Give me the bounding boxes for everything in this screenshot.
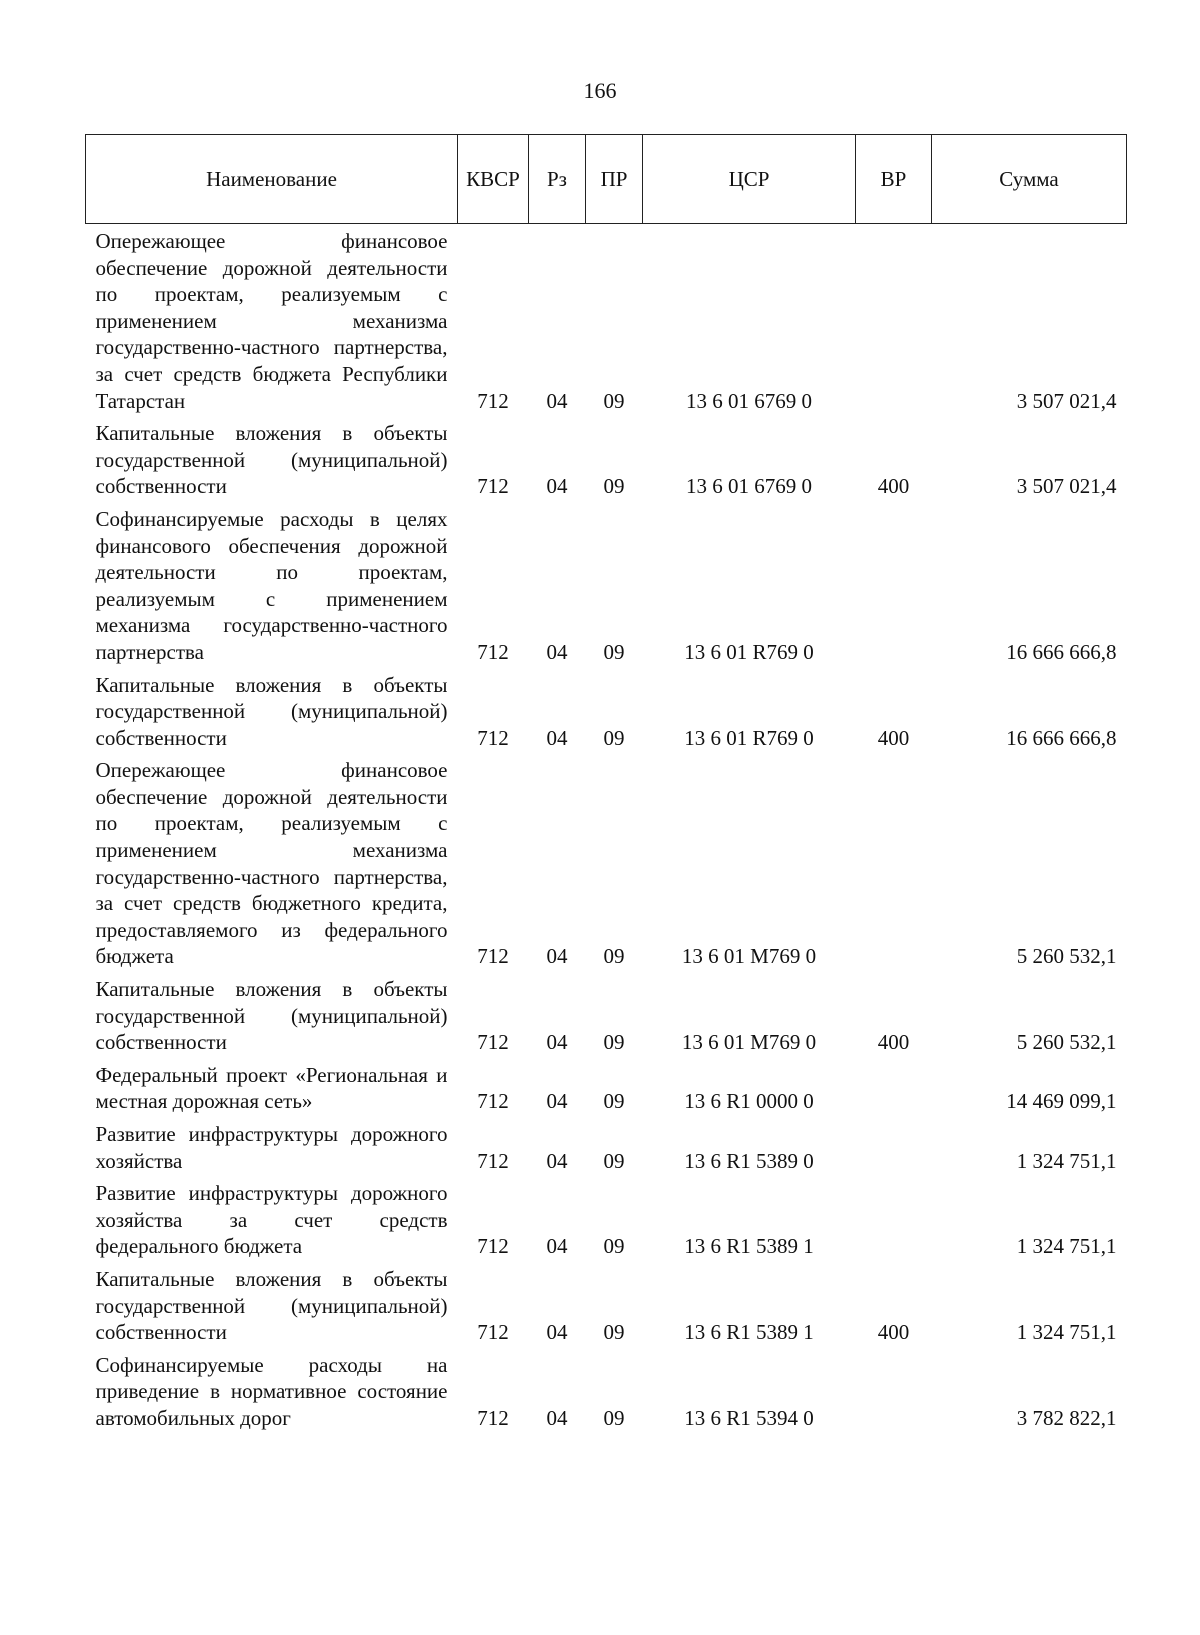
cell-vr: 400: [877, 474, 910, 499]
cell-vr: [856, 1348, 932, 1434]
cell-kvsr: 712: [477, 474, 509, 499]
cell-rz: 04: [546, 1089, 568, 1114]
cell-rz: 04: [546, 725, 568, 750]
cell-pr: 09: [603, 725, 625, 750]
cell-kvsr: 712: [477, 1148, 509, 1173]
cell-vr: [856, 502, 932, 668]
cell-vr: [856, 753, 932, 972]
header-kvsr: КВСР: [458, 135, 529, 224]
table-row: [86, 972, 1127, 1058]
cell-kvsr: 712: [477, 1030, 509, 1055]
cell-rz: 04: [546, 944, 568, 969]
cell-rz: 04: [546, 474, 568, 499]
cell-name: Капитальные вложения в объекты государственной (муниципальной) собственности: [95, 672, 448, 750]
table-row: [86, 753, 1127, 972]
cell-vr: [856, 1176, 932, 1262]
cell-csr: 13 6 01 6769 0: [686, 474, 812, 499]
cell-csr: 13 6 R1 5389 1: [684, 1320, 814, 1345]
table-row: [86, 502, 1127, 668]
cell-csr: 13 6 R1 5394 0: [684, 1405, 814, 1430]
cell-rz: 04: [546, 1030, 568, 1055]
header-name: Наименование: [86, 135, 458, 224]
cell-sum: 1 324 751,1: [1016, 1234, 1117, 1259]
header-row: [86, 135, 1127, 224]
cell-sum: 5 260 532,1: [1016, 944, 1117, 969]
cell-pr: 09: [603, 1089, 625, 1114]
cell-kvsr: 712: [477, 1320, 509, 1345]
cell-kvsr: 712: [477, 1089, 509, 1114]
cell-name: Федеральный проект «Региональная и местная дорожная сеть»: [95, 1062, 448, 1114]
page-number: 166: [583, 78, 617, 103]
cell-pr: 09: [603, 474, 625, 499]
cell-csr: 13 6 01 R769 0: [684, 725, 814, 750]
header-sum: Сумма: [932, 135, 1127, 224]
table-body: [86, 224, 1127, 1434]
cell-sum: 3 782 822,1: [1016, 1405, 1117, 1430]
cell-kvsr: 712: [477, 1405, 509, 1430]
header-rz: Рз: [529, 135, 586, 224]
cell-name: Развитие инфраструктуры дорожного хозяйства: [95, 1122, 448, 1173]
cell-sum: 1 324 751,1: [1016, 1320, 1117, 1345]
cell-sum: 1 324 751,1: [1016, 1148, 1117, 1173]
cell-name: Капитальные вложения в объекты государственной (муниципальной) собственности: [95, 421, 448, 499]
header-vr: ВР: [856, 135, 932, 224]
cell-kvsr: 712: [477, 944, 509, 969]
cell-pr: 09: [603, 1320, 625, 1345]
cell-sum: 3 507 021,4: [1016, 388, 1117, 413]
cell-sum: 16 666 666,8: [1006, 639, 1117, 664]
cell-csr: 13 6 01 6769 0: [686, 388, 812, 413]
cell-vr: [856, 1117, 932, 1176]
cell-vr: 400: [877, 725, 910, 750]
cell-rz: 04: [546, 1320, 568, 1345]
cell-name: Развитие инфраструктуры дорожного хозяйства за счет средств федерального бюджета: [95, 1181, 448, 1259]
cell-pr: 09: [603, 1234, 625, 1259]
cell-rz: 04: [546, 639, 568, 664]
cell-name: Опережающее финансовое обеспечение дорожной деятельности по проектам, реализуемым с применением механизма государственно-частного партнерства, за счет средств бюджета Республики Татарстан: [95, 229, 448, 413]
cell-pr: 09: [603, 944, 625, 969]
cell-rz: 04: [546, 1148, 568, 1173]
cell-rz: 04: [546, 1234, 568, 1259]
cell-csr: 13 6 R1 0000 0: [684, 1089, 814, 1114]
cell-csr: 13 6 01 M769 0: [681, 1030, 817, 1055]
budget-table: [85, 134, 1127, 1434]
cell-name: Софинансируемые расходы в целях финансового обеспечения дорожной деятельности по проектам, реализуемым с применением механизма государственно-частного партнерства: [95, 506, 448, 664]
cell-pr: 09: [603, 1405, 625, 1430]
table-header: [86, 135, 1127, 224]
cell-kvsr: 712: [477, 1234, 509, 1259]
table-row: [86, 416, 1127, 502]
cell-kvsr: 712: [477, 388, 509, 413]
cell-pr: 09: [603, 639, 625, 664]
header-csr: ЦСР: [643, 135, 856, 224]
cell-vr: 400: [877, 1030, 910, 1055]
cell-name: Капитальные вложения в объекты государственной (муниципальной) собственности: [95, 1266, 448, 1345]
cell-name: Капитальные вложения в объекты государственной (муниципальной) собственности: [95, 977, 448, 1055]
cell-pr: 09: [603, 1148, 625, 1173]
cell-kvsr: 712: [477, 639, 509, 664]
cell-vr: [856, 224, 932, 417]
cell-name: Софинансируемые расходы на приведение в нормативное состояние автомобильных дорог: [95, 1352, 448, 1430]
table-row: [86, 224, 1127, 417]
table-row: [86, 1262, 1127, 1348]
table-row: [86, 1176, 1127, 1262]
cell-name: Опережающее финансовое обеспечение дорожной деятельности по проектам, реализуемым с применением механизма государственно-частного партнерства, за счет средств бюджетного кредита, предоставляемого из федерального бюджета: [95, 758, 448, 969]
cell-pr: 09: [603, 388, 625, 413]
cell-csr: 13 6 01 R769 0: [684, 639, 814, 664]
cell-pr: 09: [603, 1030, 625, 1055]
cell-csr: 13 6 R1 5389 1: [684, 1234, 814, 1259]
cell-kvsr: 712: [477, 725, 509, 750]
table-row: [86, 1348, 1127, 1434]
cell-sum: 14 469 099,1: [1006, 1089, 1117, 1114]
cell-sum: 16 666 666,8: [1006, 725, 1117, 750]
cell-vr: 400: [877, 1320, 910, 1345]
cell-csr: 13 6 01 M769 0: [681, 944, 817, 969]
cell-sum: 5 260 532,1: [1016, 1030, 1117, 1055]
table-row: [86, 668, 1127, 754]
header-pr: ПР: [586, 135, 643, 224]
cell-vr: [856, 1058, 932, 1117]
cell-rz: 04: [546, 1405, 568, 1430]
table-row: [86, 1058, 1127, 1117]
cell-rz: 04: [546, 388, 568, 413]
table-row: [86, 1117, 1127, 1176]
cell-csr: 13 6 R1 5389 0: [684, 1148, 814, 1173]
cell-sum: 3 507 021,4: [1016, 474, 1117, 499]
